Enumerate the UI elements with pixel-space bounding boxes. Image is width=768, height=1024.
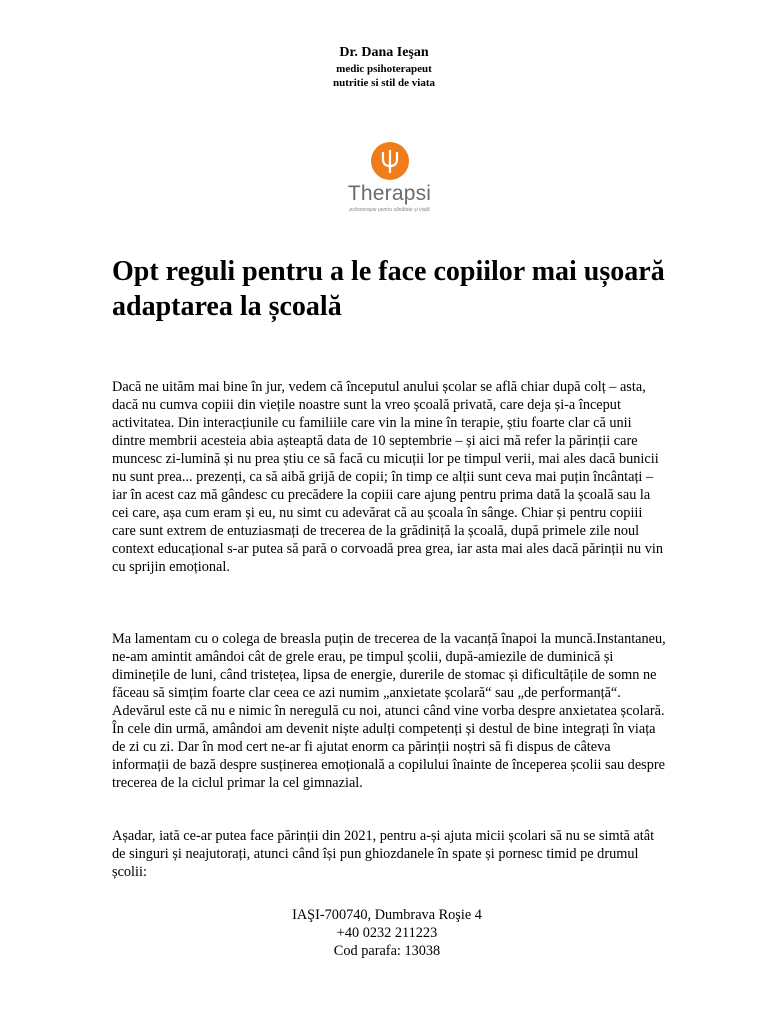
author-specialty: nutritie si stil de viata — [332, 77, 436, 89]
author-name: Dr. Dana Ieşan — [339, 45, 429, 60]
document-footer — [0, 906, 768, 960]
document-header — [0, 44, 768, 90]
psi-icon — [371, 142, 409, 180]
paragraph-anxiety: Ma lamentam cu o colega de breasla puțin de trecerea de la vacanță înapoi la muncă.Instantaneu, ne-am amintit amândoi cât de grele erau, pe timpul școlii, după-amiezile de duminică și diminețile de luni, când tristețea, lipsa de energie, durerile de stomac și dificultățile de somn ne făceau să simțim foarte clar ceea ce azi numim „anxietate școlară“ sau „de performanță“. Adevărul este că nu e nimic în neregulă cu noi, atunci când vine vorba despre anxietatea școlară. În cele din urmă, amândoi am devenit niște adulți competenți și destul de bine integrați în viața de zi cu zi. Dar în mod cert ne-ar fi ajutat enorm ca părinții noștri să fi dispus de câteva informații de bază despre susținerea emoțională a copilului înainte de începerea școlii sau despre trecerea de la ciclul primar la cel gimnazial. — [112, 631, 666, 791]
paragraph-intro: Dacă ne uităm mai bine în jur, vedem că începutul anului școlar se află chiar după colț – asta, dacă nu cumva copiii din viețile noastre sunt la vreo școală privată, care deja și-a început activitatea. Din interacțiunile cu familiile care vin la mine în terapie, știu foarte clar că unii dintre membrii acesteia abia așteaptă data de 10 septembrie – și aici mă refer la părinții care muncesc zi-lumină și nu prea știu ce să facă cu micuții lor pe timpul verii, mai ales dacă bunicii nu sunt prea... prezenți, ca să aibă grijă de copii; în timp ce alții sunt ceva mai puțin încântați – iar în acest caz mă gândesc cu precădere la copiii care ajung pentru prima dată la școală sau la cei care, așa cum eram și eu, nu simt cu adevărat că au școala în sânge. Chiar și pentru copiii care sunt extrem de entuziasmați de trecerea de la grădiniță la școală, după primele zile noul context educațional s-ar putea să pară o corvoadă prea grea, iar asta mai ales dacă părinții nu vin cu sprijin emoțional. — [112, 379, 663, 575]
footer-address: IAŞI-700740, Dumbrava Roşie 4 — [292, 907, 482, 923]
logo-tagline: psihoterapie pentru sănătate și viață — [349, 207, 430, 213]
therapsi-logo — [342, 142, 437, 213]
footer-parafa: Cod parafa: 13038 — [333, 943, 441, 959]
paragraph-transition: Așadar, iată ce-ar putea face părinții din 2021, pentru a-și ajuta micii școlari să nu se simtă atât de singuri și neajutorați, atunci când își pun ghiozdanele în spate și pornesc timid pe drumul școlii: — [112, 828, 655, 880]
article-title: Opt reguli pentru a le face copiilor mai ușoară adaptarea la școală — [112, 256, 665, 322]
footer-phone: +40 0232 211223 — [336, 925, 438, 941]
author-role: medic psihoterapeut — [336, 63, 432, 75]
logo-wordmark: Therapsi — [347, 182, 432, 205]
